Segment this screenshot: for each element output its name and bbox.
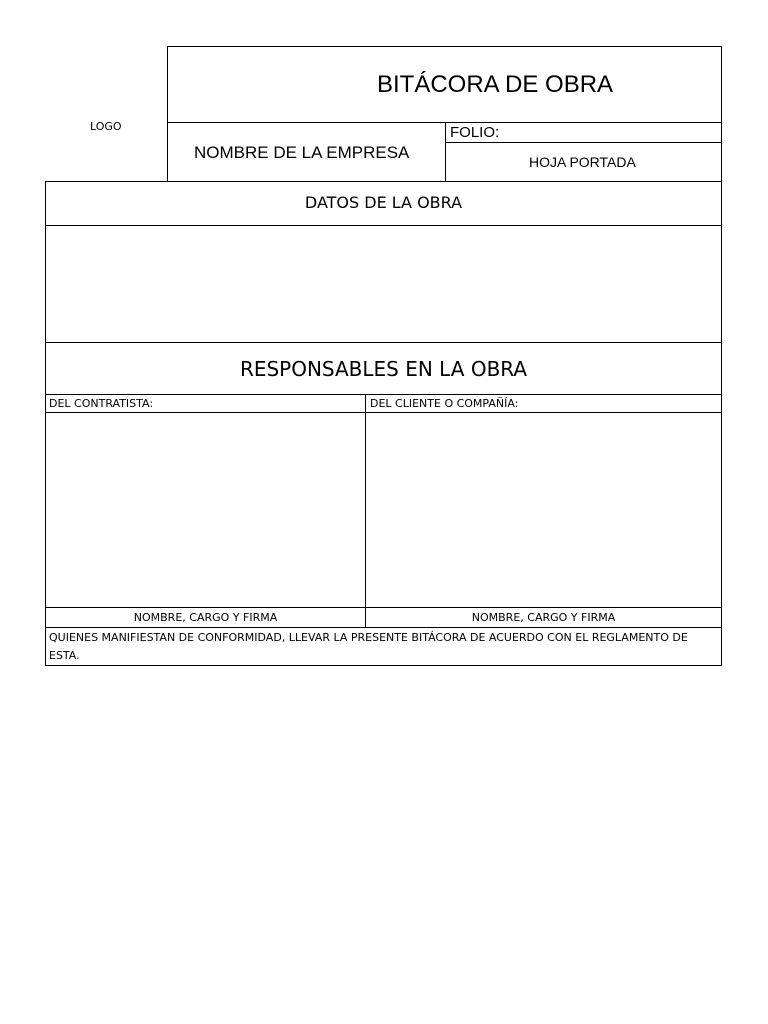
contratista-signature-area[interactable] [46, 413, 365, 607]
folio-label: FOLIO: [450, 124, 500, 141]
document-title: BITÁCORA DE OBRA [377, 71, 614, 98]
header-top-border [167, 46, 722, 47]
logo-placeholder: LOGO [90, 120, 122, 133]
table-right-border [721, 181, 722, 666]
agreement-cell [46, 628, 721, 665]
table-bottom-border [45, 665, 722, 666]
header-company-divider [445, 122, 446, 182]
contratista-label: DEL CONTRATISTA: [49, 397, 154, 410]
datos-heading: DATOS DE LA OBRA [304, 193, 463, 212]
responsables-heading-divider [45, 394, 722, 395]
cliente-caption-cell [366, 608, 721, 627]
datos-heading-cell [46, 182, 721, 225]
header-folio-divider [445, 142, 722, 143]
header-left-border [167, 46, 168, 182]
header-right-border [721, 46, 722, 182]
cliente-label: DEL CLIENTE O COMPAÑÍA: [370, 397, 519, 410]
datos-content-area[interactable] [46, 226, 721, 342]
agreement-text-line1: QUIENES MANIFIESTAN DE CONFORMIDAD, LLEVAR LA PRESENTE BITÁCORA DE ACUERDO CON EL REGLAMENTO DE [49, 631, 688, 644]
responsables-heading: RESPONSABLES EN LA OBRA [239, 357, 528, 381]
responsables-heading-cell [46, 343, 721, 394]
logo-area [46, 47, 167, 181]
sheet-type-label: HOJA PORTADA [529, 154, 636, 170]
cliente-signature-caption: NOMBRE, CARGO Y FIRMA [471, 611, 616, 624]
cliente-signature-area[interactable] [366, 413, 721, 607]
contratista-signature-caption: NOMBRE, CARGO Y FIRMA [133, 611, 278, 624]
company-name: NOMBRE DE LA EMPRESA [194, 143, 410, 162]
contratista-caption-cell [46, 608, 365, 627]
agreement-text-line2: ESTA. [49, 649, 80, 662]
